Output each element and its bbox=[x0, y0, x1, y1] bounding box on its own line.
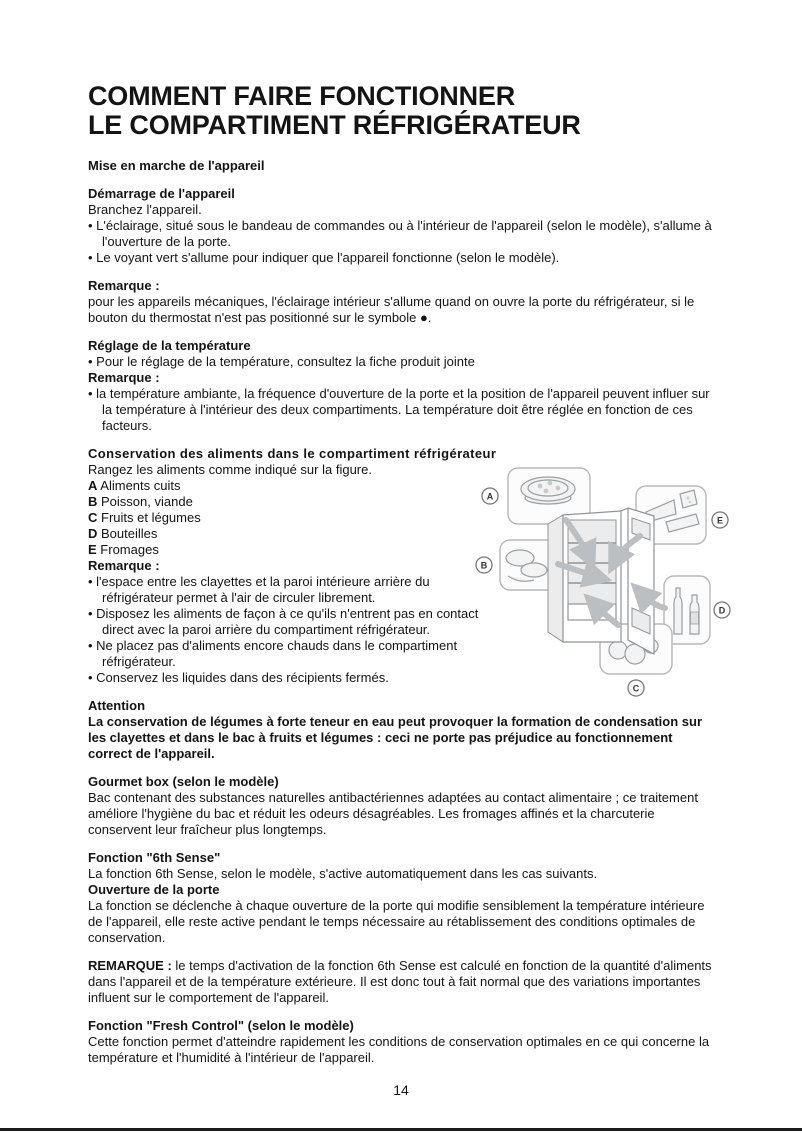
section-heading: Mise en marche de l'appareil bbox=[88, 158, 265, 173]
page-title-line2: LE COMPARTIMENT RÉFRIGÉRATEUR bbox=[88, 110, 581, 140]
page-number: 14 bbox=[393, 1082, 409, 1098]
bullet-item: • Conservez les liquides dans des récipients fermés. bbox=[88, 670, 502, 686]
section-fresh-control bbox=[88, 1018, 716, 1066]
bullet-item: • l'espace entre les clayettes et la paroi intérieure arrière du réfrigérateur permet à l'air de circuler librement. bbox=[88, 574, 502, 606]
legend-key: B bbox=[88, 494, 98, 509]
section-heading: Réglage de la température bbox=[88, 338, 251, 353]
section-remarque-2 bbox=[88, 958, 716, 1006]
section-heading: Conservation des aliments dans le compartiment réfrigérateur bbox=[88, 446, 497, 461]
bottom-rule bbox=[0, 1128, 802, 1131]
cooked-dish-icon bbox=[521, 477, 575, 504]
legend-label: Fruits et légumes bbox=[101, 510, 201, 525]
legend-item-a bbox=[88, 478, 502, 494]
svg-text:A: A bbox=[486, 491, 494, 502]
page-title bbox=[88, 82, 716, 140]
paragraph: Branchez l'appareil. bbox=[88, 202, 202, 217]
svg-text:C: C bbox=[632, 683, 640, 694]
section-gourmet-box bbox=[88, 774, 716, 838]
legend-label: Fromages bbox=[100, 542, 159, 557]
legend-key: C bbox=[88, 510, 98, 525]
legend-label: Bouteilles bbox=[101, 526, 158, 541]
note-text: le temps d'activation de la fonction 6th Sense est calculé en fonction de la quantité d'aliments dans l'appareil et de la température extérieure. Il est donc tout à fait normal que des variations importantes influent sur le comportement de l'appareil. bbox=[88, 958, 712, 1005]
callout-label-e bbox=[712, 512, 728, 528]
refrigerator-icon bbox=[548, 508, 654, 654]
section-attention bbox=[88, 698, 716, 762]
paragraph: La fonction 6th Sense, selon le modèle, s'active automatiquement dans les cas suivants. bbox=[88, 866, 598, 881]
section-mise-en-marche bbox=[88, 158, 716, 174]
bullet-item: • Pour le réglage de la température, consultez la fiche produit jointe bbox=[88, 354, 716, 370]
callout-label-b bbox=[476, 557, 492, 573]
section-remarque-1 bbox=[88, 278, 716, 326]
paragraph bbox=[88, 958, 716, 1006]
legend-key: E bbox=[88, 542, 97, 557]
note-heading: Remarque : bbox=[88, 370, 160, 385]
bullet-item: • Ne placez pas d'aliments encore chauds dans le compartiment réfrigérateur. bbox=[88, 638, 502, 670]
paragraph: Cette fonction permet d'atteindre rapidement les conditions de conservation optimales en ce qui concerne la température et l'humidité à l'intérieur de l'appareil. bbox=[88, 1034, 710, 1065]
paragraph: Rangez les aliments comme indiqué sur la figure. bbox=[88, 462, 372, 477]
conservation-text bbox=[88, 462, 502, 686]
legend-label: Poisson, viande bbox=[101, 494, 193, 509]
section-heading: Attention bbox=[88, 698, 146, 713]
paragraph: La fonction se déclenche à chaque ouverture de la porte qui modifie sensiblement la température intérieure de l'appareil, elle reste active pendant le temps nécessaire au rétablissement des conditions optimales de conservation. bbox=[88, 898, 705, 945]
callout-label-a bbox=[482, 488, 498, 504]
section-reglage-temperature bbox=[88, 338, 716, 434]
legend-key: A bbox=[88, 478, 98, 493]
section-6th-sense bbox=[88, 850, 716, 946]
food-storage-figure bbox=[468, 458, 770, 698]
legend-item-b bbox=[88, 491, 502, 510]
paragraph: Bac contenant des substances naturelles antibactériennes adaptées au contact alimentaire ; ce traitement améliore l'hygiène du bac et réduit les odeurs désagréables. Les fromages affinés et la charcuterie conservent leur fraîcheur plus longtemps. bbox=[88, 790, 698, 837]
note-heading: Remarque : bbox=[88, 558, 160, 573]
legend-key: D bbox=[88, 526, 98, 541]
section-demarrage bbox=[88, 186, 716, 266]
fridge-illustration bbox=[468, 458, 770, 698]
page-title-line1: COMMENT FAIRE FONCTIONNER bbox=[88, 81, 515, 111]
svg-text:E: E bbox=[716, 515, 724, 526]
svg-text:B: B bbox=[480, 560, 488, 571]
legend-label: Aliments cuits bbox=[100, 478, 181, 493]
section-heading: Gourmet box (selon le modèle) bbox=[88, 774, 279, 789]
section-heading: Démarrage de l'appareil bbox=[88, 186, 235, 201]
sub-heading: Ouverture de la porte bbox=[88, 882, 220, 897]
note-label: REMARQUE : bbox=[88, 958, 172, 973]
section-heading: Fonction "Fresh Control" (selon le modèle) bbox=[88, 1018, 354, 1033]
paragraph: pour les appareils mécaniques, l'éclairage intérieur s'allume quand on ouvre la porte du réfrigérateur, si le bouton du thermostat n'est pas positionné sur le symbole ●. bbox=[88, 294, 695, 325]
callout-label-d bbox=[714, 602, 730, 618]
section-heading: Fonction "6th Sense" bbox=[88, 850, 221, 865]
svg-text:D: D bbox=[718, 605, 726, 616]
section-conservation bbox=[88, 446, 726, 694]
bullet-item: • Disposez les aliments de façon à ce qu'ils n'entrent pas en contact direct avec la paroi arrière du compartiment réfrigérateur. bbox=[88, 606, 502, 638]
bullet-item: • L'éclairage, situé sous le bandeau de commandes ou à l'intérieur de l'appareil (selon le modèle), s'allume à l'ouverture de la porte. bbox=[88, 218, 716, 250]
callout-label-c bbox=[628, 680, 644, 696]
bullet-item: • Le voyant vert s'allume pour indiquer que l'appareil fonctionne (selon le modèle). bbox=[88, 250, 716, 266]
legend-item-c bbox=[88, 510, 502, 526]
section-heading: Remarque : bbox=[88, 278, 160, 293]
page-content bbox=[88, 81, 726, 1078]
bullet-item: • la température ambiante, la fréquence d'ouverture de la porte et la position de l'appareil peuvent influer sur la température à l'intérieur des deux compartiments. La température doit être réglée en fonction de ces facteurs. bbox=[88, 386, 716, 434]
paragraph: La conservation de légumes à forte teneur en eau peut provoquer la formation de condensation sur les clayettes et dans le bac à fruits et légumes : ceci ne porte pas préjudice au fonctionnement correct de l'appareil. bbox=[88, 714, 703, 761]
legend-item-e bbox=[88, 542, 502, 558]
legend-item-d bbox=[88, 526, 502, 542]
